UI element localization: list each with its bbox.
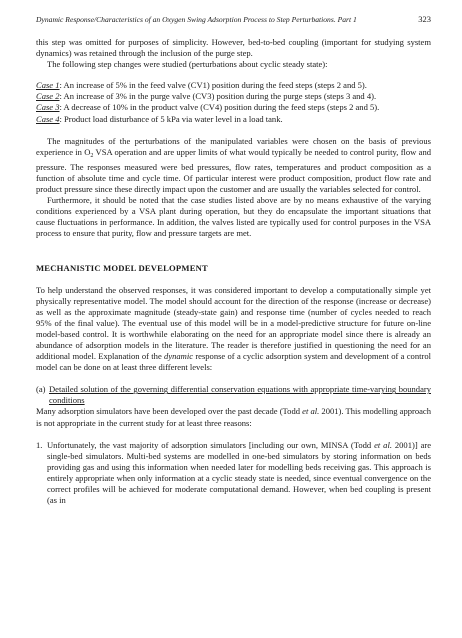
- case-4-text: : Product load disturbance of 5 kPa via water level in a load tank.: [59, 113, 283, 124]
- section-heading: MECHANISTIC MODEL DEVELOPMENT: [36, 262, 208, 273]
- case-2-text: : An increase of 3% in the purge valve (CV3) position during the purge steps (steps 3 and 4).: [59, 91, 377, 102]
- simulators-paragraph: Many adsorption simulators have been developed over the past decade (Todd et al. 2001). This modelling approach is not appropriate in the current study for at least three reasons:: [36, 406, 431, 428]
- reason-1-text: Unfortunately, the vast majority of adsorption simulators [including our own, MINSA (Todd et al. 2001)] are single-bed simulators. Multi-bed systems are modelled in one-bed simulators by storing information on beds providing gas and using this information when needed later for modelling beds receiving gas. This approach is entirely appropriate when only information at a cyclic steady state is needed, since eventual convergence on the correct profiles will be achieved for moderate computational demand. However, when bed coupling is present (as in: [47, 439, 431, 506]
- intro-list-lead: The following step changes were studied (perturbations about cyclic steady state):: [47, 59, 328, 70]
- case-4-label: Case 4: [36, 113, 60, 124]
- level-a-item: [36, 384, 431, 406]
- case-3: [36, 102, 431, 113]
- case-2-label: Case 2: [36, 91, 60, 102]
- reason-1-item: [36, 440, 431, 507]
- case-3-text: : A decrease of 10% in the product valve (CV4) position during the feed steps (steps 2 and 5).: [59, 102, 380, 113]
- intro-paragraph: this step was omitted for purposes of simplicity. However, bed-to-bed coupling (important for studying system dynamics) was retained through the inclusion of the purge step.: [36, 37, 431, 59]
- level-a-title: Detailed solution of the governing differential conservation equations with appropriate time-varying boundary conditions: [49, 384, 431, 406]
- paper-page: [36, 14, 431, 506]
- model-paragraph: To help understand the observed responses, it was considered important to develop a computationally simple yet physically representative model. The model should account for the direction of the response (increase or decrease) as well as the approximate magnitude (steady-state gain) and response time (number of cycles needed to reach 95% of the final value). The eventual use of this model will be in a model-predictive structure for future on-line model-based control. It is worthwhile elaborating on the need for an appropriate model since there is already an abundance of adsorption models in the literature. The reader is therefore justified in questioning the need for an additional model. Explanation of the dynamic response of a cyclic adsorption system and development of a control model can be done on at least three different levels:: [36, 284, 431, 373]
- case-1-label: Case 1: [36, 80, 60, 91]
- case-study-paragraph: Furthermore, it should be noted that the case studies listed above are by no means exhaustive of the varying conditions experienced by a VSA plant during operation, but they do encapsulate the important situations that cause fluctuations in performance. In addition, the valves listed are typically used for control purposes in the VSA process to ensure that purity, flow and pressure targets are met.: [36, 195, 431, 239]
- case-2: [36, 91, 431, 102]
- reason-1-number: 1.: [36, 439, 43, 450]
- running-title: Dynamic Response/Characteristics of an Oxygen Swing Adsorption Process to Step Perturbations. Part 1: [36, 15, 357, 24]
- case-1: [36, 80, 431, 91]
- level-a-label: (a): [36, 384, 46, 395]
- perturbation-paragraph: The magnitudes of the perturbations of the manipulated variables were chosen on the basis of previous experience in $O_2$ VSA operation and are upper limits of what would typically be needed to control purity, flow and pressure. The responses measured were bed pressures, flow rates, temperatures and product composition as a function of absolute time and cycle time. Of particular interest were product composition, product flow rate and product pressure since these directly impact upon the customer and are usually the variables selected for control.: [36, 135, 431, 195]
- case-4: [36, 114, 431, 125]
- running-header: [36, 14, 431, 26]
- page-number: 323: [418, 14, 431, 24]
- case-3-label: Case 3: [36, 102, 60, 113]
- case-1-text: : An increase of 5% in the feed valve (CV1) position during the feed steps (steps 2 and 5).: [59, 80, 367, 91]
